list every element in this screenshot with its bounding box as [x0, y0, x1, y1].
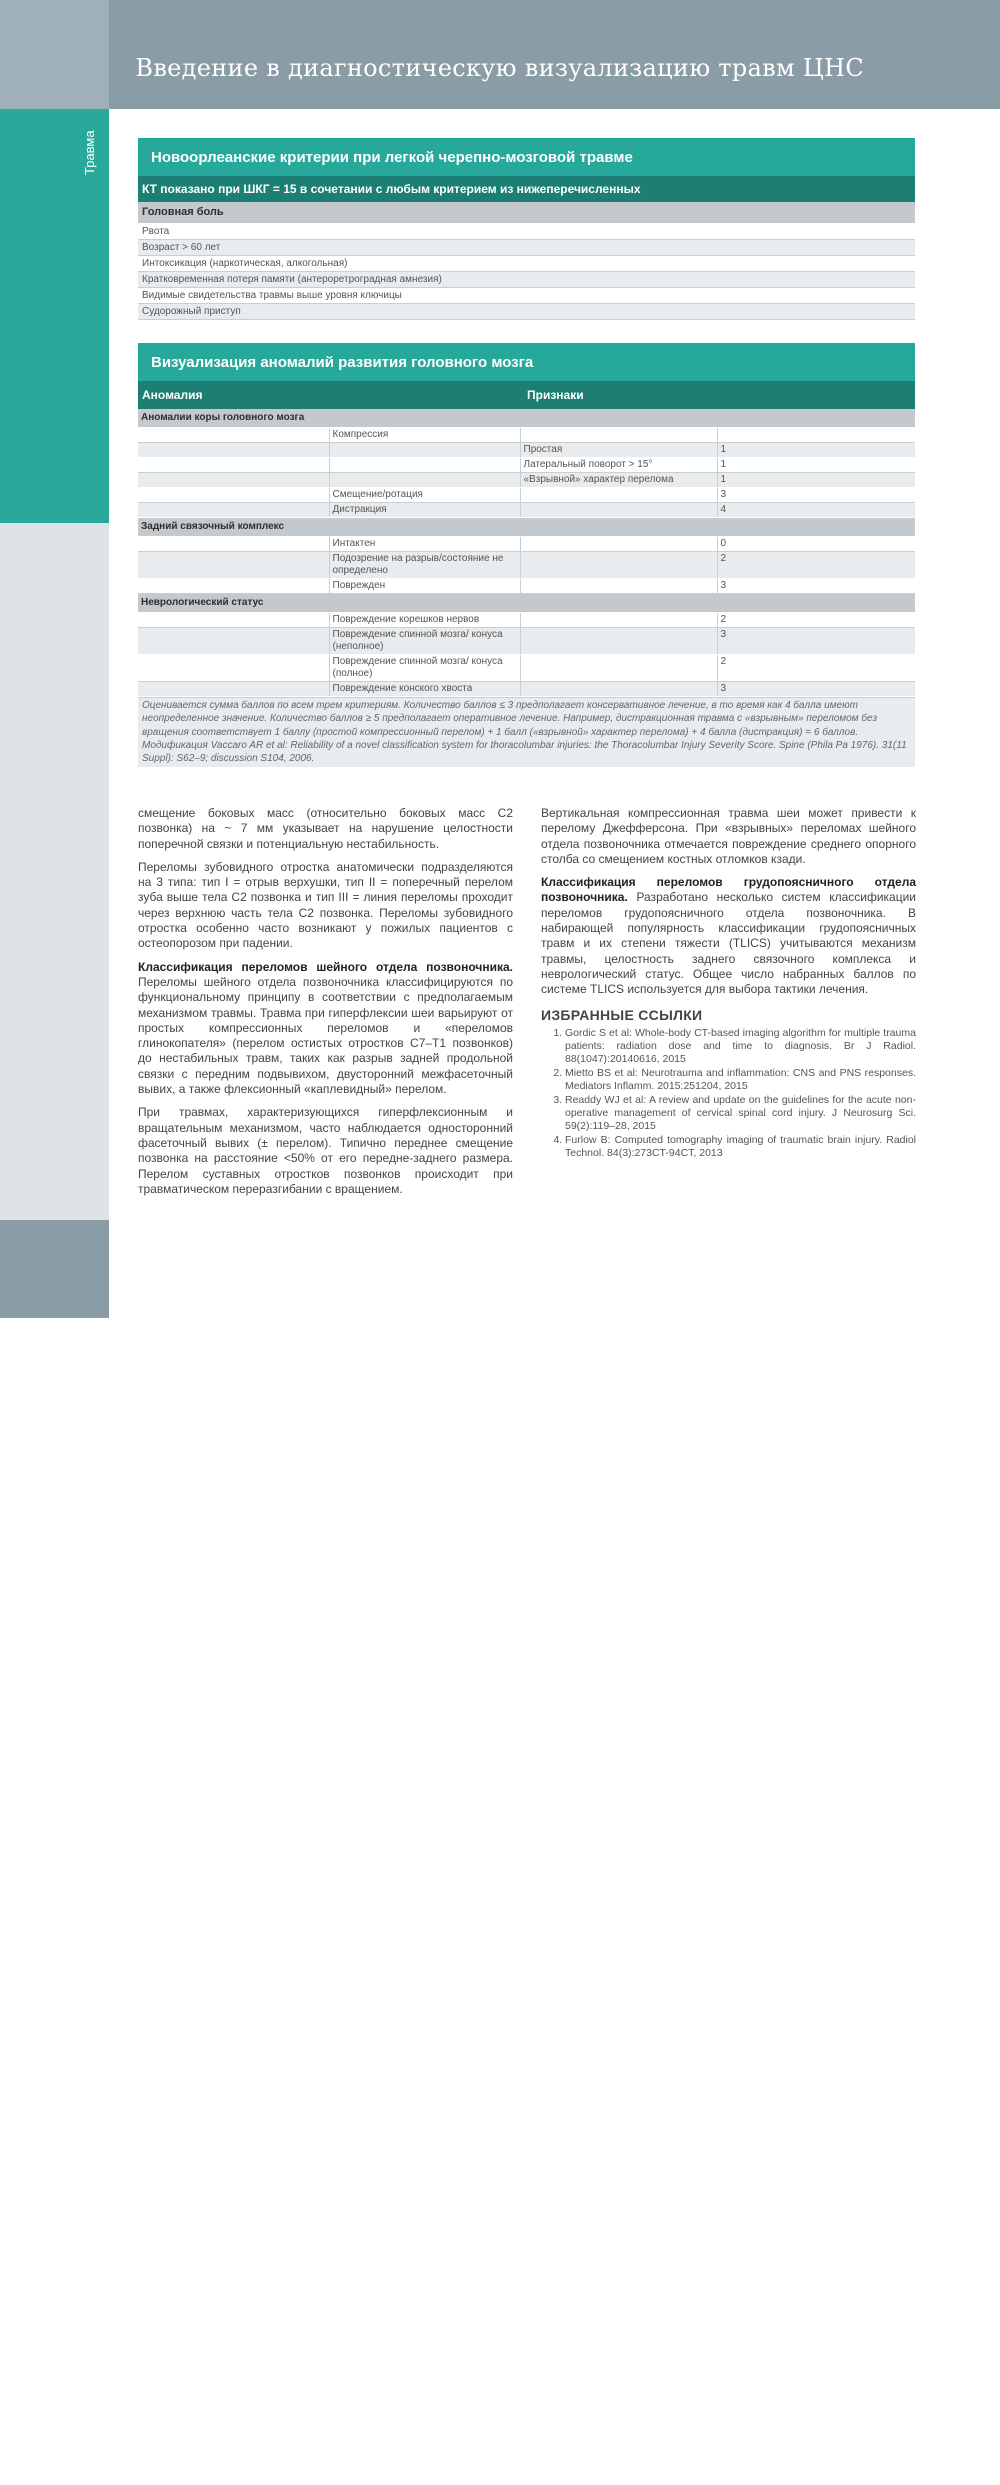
- score: 1: [717, 458, 915, 473]
- cell: Повреждение спинной мозга/ конуса (неполное): [329, 628, 520, 655]
- section-label: Травма: [82, 130, 97, 175]
- category-row: Аномалии коры головного мозга: [138, 409, 915, 428]
- score: 1: [717, 443, 915, 458]
- table-row: [138, 552, 915, 579]
- paragraph: Классификация переломов шейного отдела позвоночника. Переломы шейного отдела позвоночника классифицируются по функциональному принципу в соответствии с предполагаемым механизмом травмы. Травма при гиперфлексии шеи варьируют от простых компрессионных переломов и «переломов глинокопателя» (перелом остистых отростков С7–Т1 позвонков) до нестабильных травм, таких как разрыв задней продольной связки с передним подвывихом, двусторонний межфасеточный вывих, а также флексионный «каплевидный» перелом.: [138, 959, 513, 1097]
- left-text-column: [138, 806, 513, 1205]
- paragraph: Вертикальная компрессионная травма шеи может привести к перелому Джефферсона. При «взрывных» переломах шейного отдела позвоночника отмечается повреждение среднего опорного столба со смещением костных отломков кзади.: [541, 806, 916, 866]
- cell: Латеральный поворот > 15°: [520, 458, 717, 473]
- reference-item: 1. Gordic S et al: Whole-body CT-based imaging algorithm for multiple trauma patients: radiation dose and time to diagnosis. Br J Radiol. 88(1047):20140616, 2015: [565, 1027, 916, 1066]
- paragraph-heading: Классификация переломов грудопоясничного отдела позвоночника.: [541, 875, 916, 905]
- references-list: [541, 1027, 916, 1160]
- score: 1: [717, 473, 915, 488]
- table-title: Визуализация аномалий развития головного мозга: [138, 343, 915, 381]
- page-number: 136: [40, 2467, 72, 2485]
- reference-item: 2. Mietto BS et al: Neurotrauma and inflammation: CNS and PNS responses. Mediators Inflamm. 2015:251204, 2015: [565, 1067, 916, 1093]
- table-row: [138, 503, 915, 518]
- cell: «Взрывной» характер перелома: [520, 473, 717, 488]
- reference-item: 3. Readdy WJ et al: A review and update on the guidelines for the acute non-operative management of cervical spinal cord injury. J Neurosurg Sci. 59(2):119–28, 2015: [565, 1094, 916, 1133]
- table-row: [138, 682, 915, 697]
- brain-anomalies-table: [138, 343, 915, 767]
- right-text-column: [541, 806, 916, 1161]
- paragraph: смещение боковых масс (относительно боковых масс С2 позвонка) на ~ 7 мм указывает на нарушение целостности поперечной связки и потенциальную нестабильность.: [138, 806, 513, 851]
- column-header-anomaly: Аномалия: [142, 388, 203, 402]
- reference-item: 4. Furlow B: Computed tomography imaging of traumatic brain injury. Radiol Technol. 84(3):273CT-94CT, 2013: [565, 1134, 916, 1160]
- cell: Повреждение спинной мозга/ конуса (полное): [329, 655, 520, 682]
- paragraph: При травмах, характеризующихся гиперфлексионным и вращательным механизмом, часто наблюдается односторонний фасеточный вывих (± перелом). Типично переднее смещение позвонка на расстояние <50% от его передне-заднего размера. Перелом суставных отростков позвонков происходит при травматическом перерaзгибании с вращением.: [138, 1105, 513, 1196]
- score: 2: [717, 552, 915, 579]
- sidebar-gray-block: [0, 523, 109, 1220]
- category-row: Задний связочный комплекс: [138, 518, 915, 537]
- table-title: Новоорлеанские критерии при легкой черепно-мозговой травме: [138, 138, 915, 176]
- header-band: [109, 0, 1000, 109]
- table-row: [138, 473, 915, 488]
- table-row: Кратковременная потеря памяти (антероретроградная амнезия): [138, 272, 915, 288]
- cell: Подозрение на разрыв/состояние не определено: [329, 552, 520, 579]
- table-subtitle: КТ показано при ШКГ = 15 в сочетании с любым критерием из нижеперечисленных: [138, 176, 915, 202]
- score: 3: [717, 682, 915, 697]
- cell: Поврежден: [329, 579, 520, 594]
- table-row: [138, 443, 915, 458]
- category-row: Неврологический статус: [138, 594, 915, 613]
- score: 2: [717, 655, 915, 682]
- cell: Повреждение конского хвоста: [329, 682, 520, 697]
- table-footnote: Оценивается сумма баллов по всем трем критериям. Количество баллов ≤ 3 предполагает консервативное лечение, в то время как 4 балла имеют неопределенное значение. Количество баллов ≥ 5 предполагает оперативное лечение. Например, дистракционная травма с «взрывным» переломом без вращения соответствует 1 баллу (простой компрессионный перелом) + 1 балл («взрывной» характер перелома) + 4 балла (дистракция) = 6 баллов. Модификация Vaccaro AR et al: Reliability of a novel classification system for thoracolumbar injuries: the Thoracolumbar Injury Severity Score. Spine (Phila Pa 1976). 31(11 Suppl): S62–9; discussion S104, 2006.: [138, 697, 915, 767]
- table-row: [138, 428, 915, 443]
- score: 0: [717, 537, 915, 552]
- anomalies-grid: [138, 409, 915, 697]
- page-title: Введение в диагностическую визуализацию травм ЦНС: [135, 54, 864, 82]
- table-row: [138, 655, 915, 682]
- cell: Смещение/ротация: [329, 488, 520, 503]
- table-row: [138, 458, 915, 473]
- table-row: Видимые свидетельства травмы выше уровня ключицы: [138, 288, 915, 304]
- table-row: Рвота: [138, 224, 915, 240]
- table-column-headers: [138, 381, 915, 409]
- score: 2: [717, 613, 915, 628]
- paragraph: Классификация переломов грудопоясничного отдела позвоночника. Разработано несколько систем классификации переломов грудопоясничного отдела позвоночника. В набирающей популярность классификации грудопоясничных травм и их степени тяжести (TLICS) учитываются механизм травмы, целостность заднего связочного комплекса и неврологический статус. Общее число набранных баллов по системе TLICS используется для выбора тактики лечения.: [541, 875, 916, 997]
- sidebar-footer-block: [0, 1220, 109, 2485]
- table-row: [138, 613, 915, 628]
- cell: Компрессия: [329, 428, 520, 443]
- table-row: [138, 537, 915, 552]
- score: 3: [717, 488, 915, 503]
- score: 3: [717, 579, 915, 594]
- table-row: Возраст > 60 лет: [138, 240, 915, 256]
- new-orleans-criteria-table: [138, 138, 915, 320]
- cell: Дистракция: [329, 503, 520, 518]
- sidebar-top-block: [0, 0, 109, 109]
- table-row: [138, 579, 915, 594]
- table-row: [138, 488, 915, 503]
- column-header-signs: Признаки: [527, 388, 584, 402]
- table-row: [138, 628, 915, 655]
- cell: Интактен: [329, 537, 520, 552]
- paragraph-heading: Классификация переломов шейного отдела позвоночника.: [138, 959, 513, 974]
- table-row: Головная боль: [138, 202, 915, 224]
- table-row: Интоксикация (наркотическая, алкогольная): [138, 256, 915, 272]
- paragraph: Переломы зубовидного отростка анатомически подразделяются на 3 типа: тип I = отрыв верхушки, тип II = поперечный перелом зуба выше тела С2 позвонка и тип III = линия переломы проходит через верхнюю часть тела С2 позвонка. Переломы зубовидного отростка особенно часто возникают у пожилых пациентов с остеопорозом при падении.: [138, 859, 513, 951]
- score: 4: [717, 503, 915, 518]
- cell: Простая: [520, 443, 717, 458]
- references-heading: ИЗБРАННЫЕ ССЫЛКИ: [541, 1006, 703, 1023]
- score: 3: [717, 628, 915, 655]
- cell: Повреждение корешков нервов: [329, 613, 520, 628]
- table-row: Судорожный приступ: [138, 304, 915, 320]
